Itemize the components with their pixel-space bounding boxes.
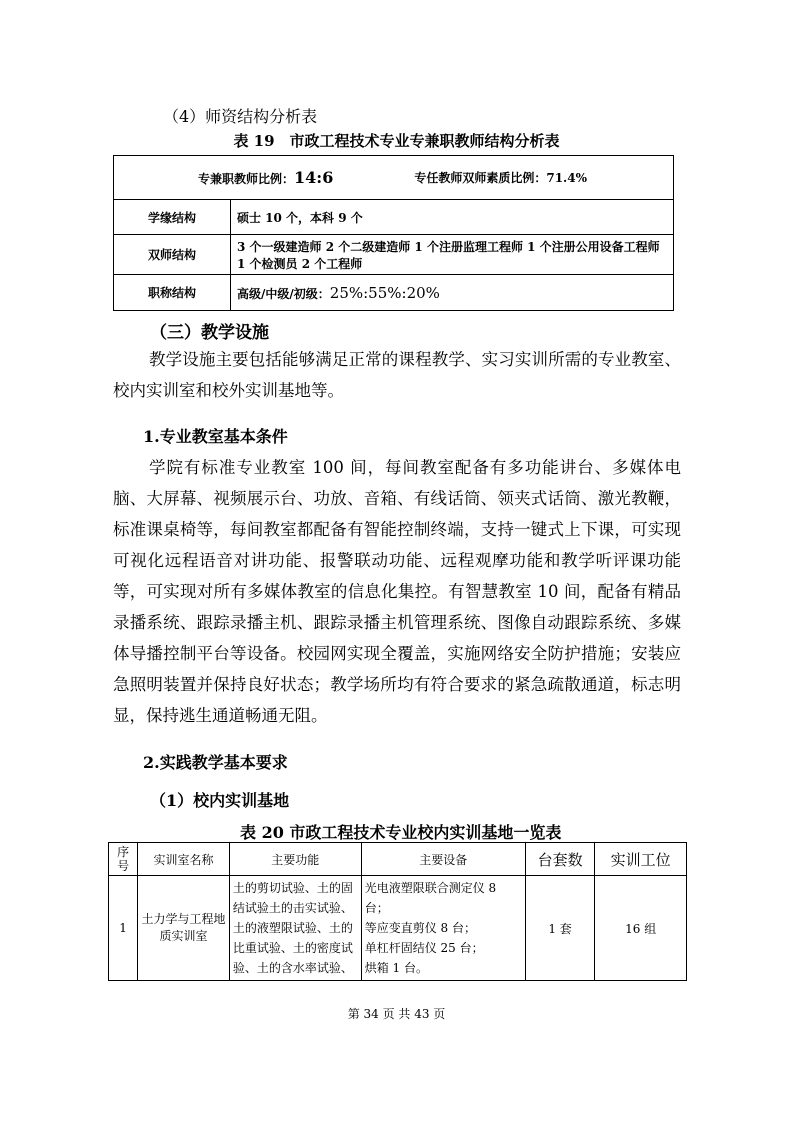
page-footer: 第 34 页 共 43 页 — [347, 1007, 446, 1021]
heading-classroom-conditions: 1.专业教室基本条件 — [143, 427, 288, 446]
cell-function: 土的剪切试验、土的固结试验土的击实试验、土的液塑限试验、土的比重试验、土的密度试验、土的含水率试验、 — [229, 876, 361, 981]
section-3-heading: （三）教学设施 — [150, 323, 269, 343]
ratio-value: 14:6 — [294, 168, 334, 187]
equipment-item: 烘箱 1 台。 — [364, 961, 428, 975]
dual-ratio-label: 专任教师双师素质比例：71.4% — [414, 171, 587, 185]
table-19-caption: 表 19 市政工程技术专业专兼职教师结构分析表 — [233, 132, 560, 150]
table-row — [114, 235, 674, 275]
row-label: 学缘结构 — [114, 200, 231, 235]
equipment-item: 光电液塑限联合测定仪 8 台； — [364, 881, 497, 915]
col-header-equipment: 主要设备 — [361, 843, 525, 876]
col-header-no: 序号 — [109, 843, 138, 876]
col-header-sets: 台套数 — [525, 843, 594, 876]
title-structure-prefix: 高级/中级/初级： — [237, 286, 330, 301]
paragraph-facilities: 教学设施主要包括能够满足正常的课程教学、实习实训所需的专业教室、校内实训室和校外实训基地等。 — [113, 350, 681, 400]
paragraph-classrooms: 学院有标准专业教室 100 间，每间教室配备有多功能讲台、多媒体电脑、大屏幕、视频展示台、功放、音箱、有线话筒、领夹式话筒、激光教鞭，标准课桌椅等，每间教室都配备有智能控制终端，支持一键式上下课，可实现可视化远程语音对讲功能、报警联动功能、远程观摩功能和教学听评课功能等，可实现对所有多媒体教室的信息化集控。有智慧教室 10 间，配备有精品录播系统、跟踪录播主机、跟踪录播主机管理系统、图像自动跟踪系统、多媒体导播控制平台等设备。校园网实现全覆盖，实施网络安全防护措施；安装应急照明装置并保持良好状态；教学场所均有符合要求的紧急疏散通道，标志明显，保持逃生通道畅通无阻。 — [113, 458, 681, 725]
col-header-room: 实训室名称 — [138, 843, 230, 876]
cell-sets: 1 套 — [525, 876, 594, 981]
cell-equipment — [361, 876, 525, 981]
equipment-item: 单杠杆固结仪 25 台； — [364, 941, 484, 955]
row-value: 硕士 10 个，本科 9 个 — [231, 200, 674, 235]
title-structure-ratio: 25%:55%:20% — [329, 283, 440, 302]
heading-practice-requirements: 2.实践教学基本要求 — [143, 753, 288, 772]
cell-stations: 16 组 — [595, 876, 687, 981]
table-20-caption: 表 20 市政工程技术专业校内实训基地一览表 — [240, 823, 562, 842]
table-header-row — [109, 843, 687, 876]
ratio-cell — [114, 156, 674, 200]
equipment-item: 等应变直剪仪 8 台； — [364, 921, 476, 935]
section-4-title: （4）师资结构分析表 — [163, 107, 318, 126]
ratio-label: 专兼职教师比例： — [198, 172, 295, 186]
row-label: 职称结构 — [114, 275, 231, 311]
row-label: 双师结构 — [114, 235, 231, 275]
cell-no: 1 — [109, 876, 138, 981]
col-header-function: 主要功能 — [229, 843, 361, 876]
table-row — [109, 876, 687, 981]
row-value: 3 个一级建造师 2 个二级建造师 1 个注册监理工程师 1 个注册公用设备工程师 1 个检测员 2 个工程师 — [231, 235, 674, 275]
table-row — [114, 200, 674, 235]
row-value — [231, 275, 674, 311]
teacher-structure-table — [113, 155, 674, 311]
col-header-stations: 实训工位 — [595, 843, 687, 876]
heading-campus-training-base: （1）校内实训基地 — [150, 791, 290, 810]
training-base-table — [108, 842, 687, 981]
cell-room-name: 土力学与工程地质实训室 — [138, 876, 230, 981]
table-row — [114, 156, 674, 200]
table-row — [114, 275, 674, 311]
